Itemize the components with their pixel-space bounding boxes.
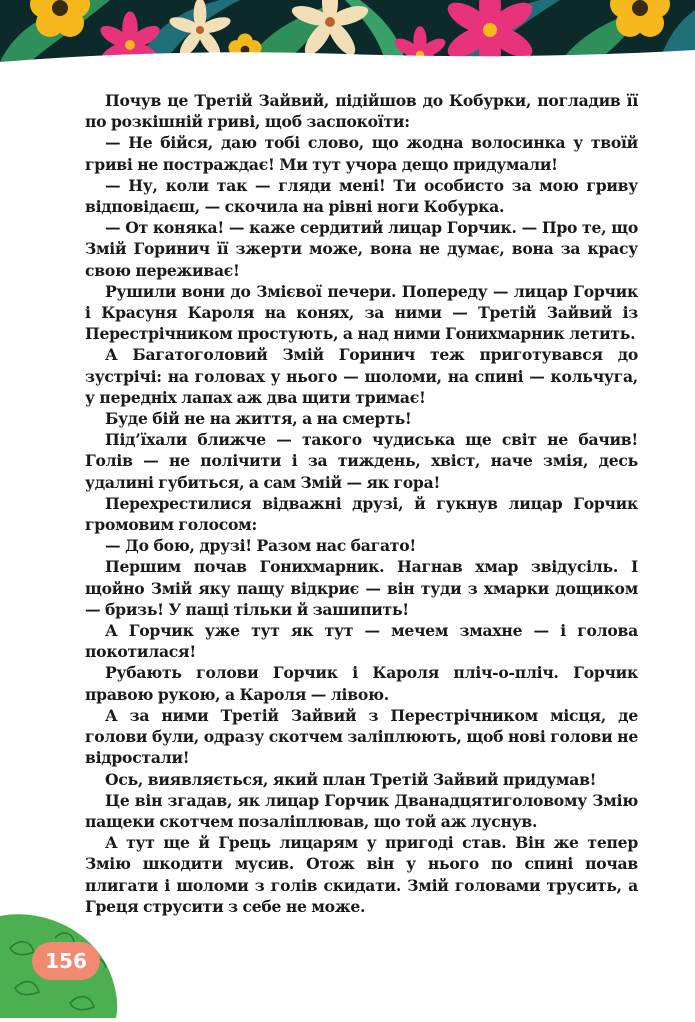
paragraph: Першим почав Гонихмарник. Нагнав хмар звідусіль. І щойно Змій яку пащу відкриє — він туди з хмарки дощиком — бризь! У пащі тільки й зашипить! (85, 557, 638, 619)
page-number-badge: 156 (32, 942, 100, 980)
yellow-flower-icon (610, 0, 670, 37)
paragraph: Ось, виявляється, який план Третій Зайвий придумав! (105, 769, 597, 789)
paragraph: Рубають голови Горчик і Кароля пліч-о-пліч. Горчик правою рукою, а Кароля — лівою. (85, 663, 638, 704)
paragraph: — От коняка! — каже сердитий лицар Горчик. — Про те, що Змій Горинич її зжерти може, вона не думає, вона за красу свою переживає! (85, 218, 638, 280)
paragraph: Рушили вони до Змієвої печери. Попереду — лицар Горчик і Красуня Кароля на конях, за ними — Третій Зайвий із Перестрічником простують, а над ними Гонихмарник летить. (85, 281, 638, 344)
paragraph: — До бою, друзі! Разом нас багато! (105, 536, 416, 556)
paragraph: — Ну, коли так — гляди мені! Ти особисто за мою гриву відповідаєш, — скочила на рівні ноги Кобурка. (85, 175, 638, 217)
paragraph: А за ними Третій Зайвий з Перестрічником місця, де голови були, одразу скотчем заліплюють, щоб нові голови не відростали! (85, 705, 638, 768)
paragraph: — Не бійся, даю тобі слово, що жодна волосинка у твоїй гриві не постраждає! Ми тут учора дещо придумали! (85, 133, 638, 174)
yellow-flower-icon (30, 0, 90, 37)
paragraph: Почув це Третій Зайвий, підійшов до Кобурки, погладив її по розкішній гриві, щоб заспокоїти: (85, 91, 638, 132)
paragraph: Перехрестилися відважні друзі, й гукнув лицар Горчик громовим голосом: (85, 493, 638, 535)
paragraph: Буде бій не на життя, а на смерть! (105, 409, 412, 429)
paragraph: А Багатоголовий Змій Горинич теж приготувався до зустрічі: на головах у нього — шоломи, на спині — кольчуга, у передніх лапах аж два щити тримає! (85, 345, 638, 407)
story-text (85, 90, 638, 917)
paragraph: А Горчик уже тут як тут — мечем змахне — і голова покотилася! (85, 621, 638, 662)
floral-banner (0, 0, 695, 62)
paragraph: А тут ще й Грець лицарям у пригоді став. Він же тепер Змію шкодити мусив. Отож він у нього по спині почав плигати і шоломи з голів скидати. Змій головами трусить, а Греця струсити з себе не може. (85, 833, 638, 916)
paragraph: Під’їхали ближче — такого чудиська ще світ не бачив! Голів — не полічити і за тиждень, хвіст, наче змія, десь удалині губиться, а сам Змій — як гора! (85, 430, 638, 492)
paragraph: Це він згадав, як лицар Горчик Дванадцятиголовому Змію пащеки скотчем позаліплював, що той аж луснув. (85, 790, 638, 831)
